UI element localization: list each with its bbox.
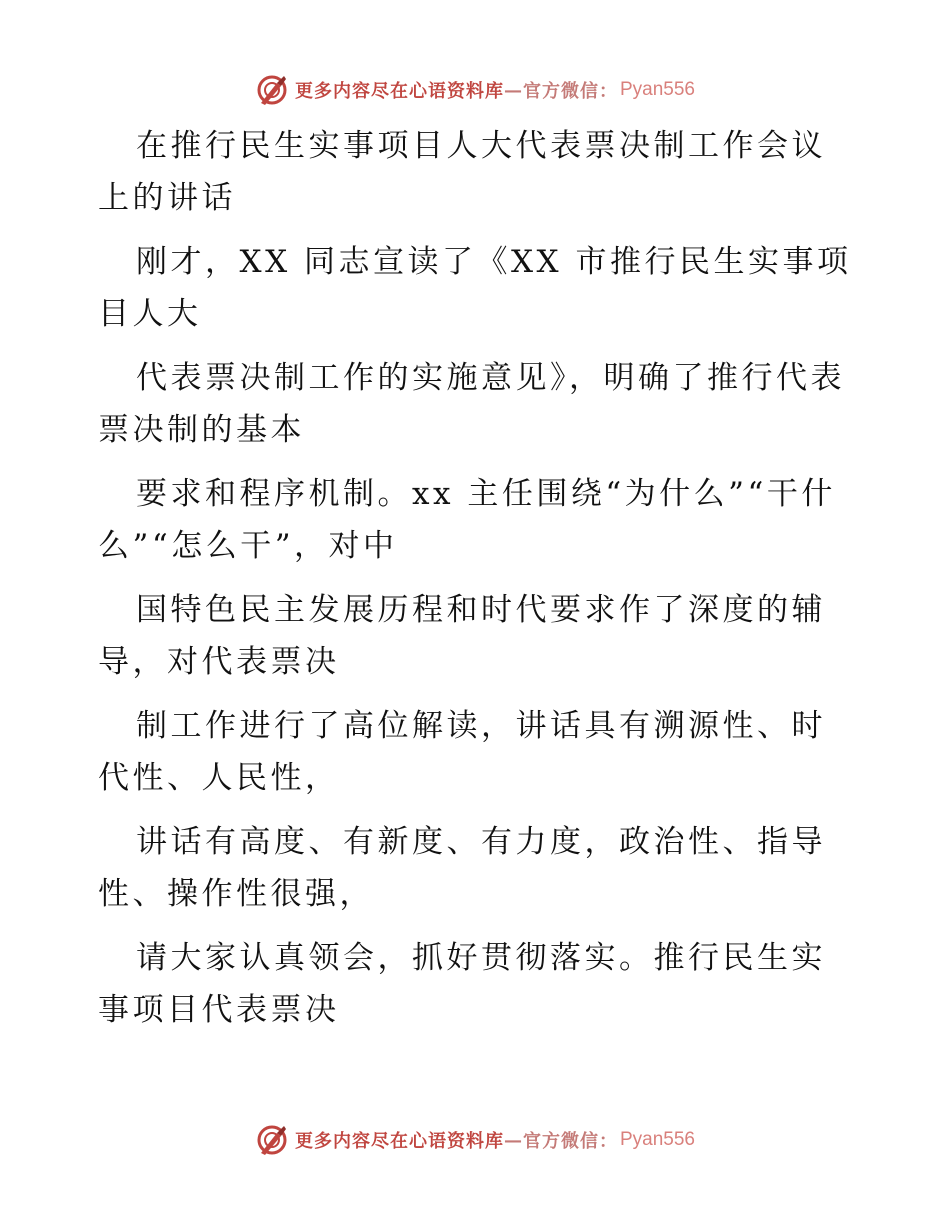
header-watermark-banner <box>0 70 950 110</box>
pen-circle-logo-icon <box>255 1123 289 1157</box>
paragraph: 请大家认真领会，抓好贯彻落实。推行民生实事项目代表票决 <box>98 940 826 1028</box>
watermark-main-text: 更多内容尽在心语资料库 <box>294 1131 504 1152</box>
watermark-wechat-id: Pyan556 <box>619 1129 695 1150</box>
paragraph: 代表票决制工作的实施意见》，明确了推行代表票决制的基本 <box>98 360 845 448</box>
paragraph: 制工作进行了高位解读，讲话具有溯源性、时代性、人民性， <box>98 708 826 796</box>
footer-watermark-banner <box>0 1120 950 1160</box>
paragraph-title: 在推行民生实事项目人大代表票决制工作会议上的讲话 <box>98 128 826 216</box>
paragraph: 讲话有高度、有新度、有力度，政治性、指导性、操作性很强， <box>98 824 826 912</box>
watermark-dash: — <box>503 79 523 101</box>
watermark-wechat-label: 官方微信： <box>522 81 618 102</box>
watermark-wechat-id: Pyan556 <box>619 79 695 100</box>
watermark-main-text: 更多内容尽在心语资料库 <box>294 81 504 102</box>
paragraph: 要求和程序机制。xx 主任围绕“为什么”“干什么”“怎么干”，对中 <box>98 476 836 564</box>
paragraph: 刚才，XX 同志宣读了《XX 市推行民生实事项目人大 <box>98 244 852 332</box>
pen-circle-logo-icon <box>255 73 289 107</box>
document-body <box>98 120 858 1048</box>
paragraph: 国特色民主发展历程和时代要求作了深度的辅导，对代表票决 <box>98 592 826 680</box>
watermark-wechat-label: 官方微信： <box>522 1131 618 1152</box>
watermark-dash: — <box>503 1129 523 1151</box>
